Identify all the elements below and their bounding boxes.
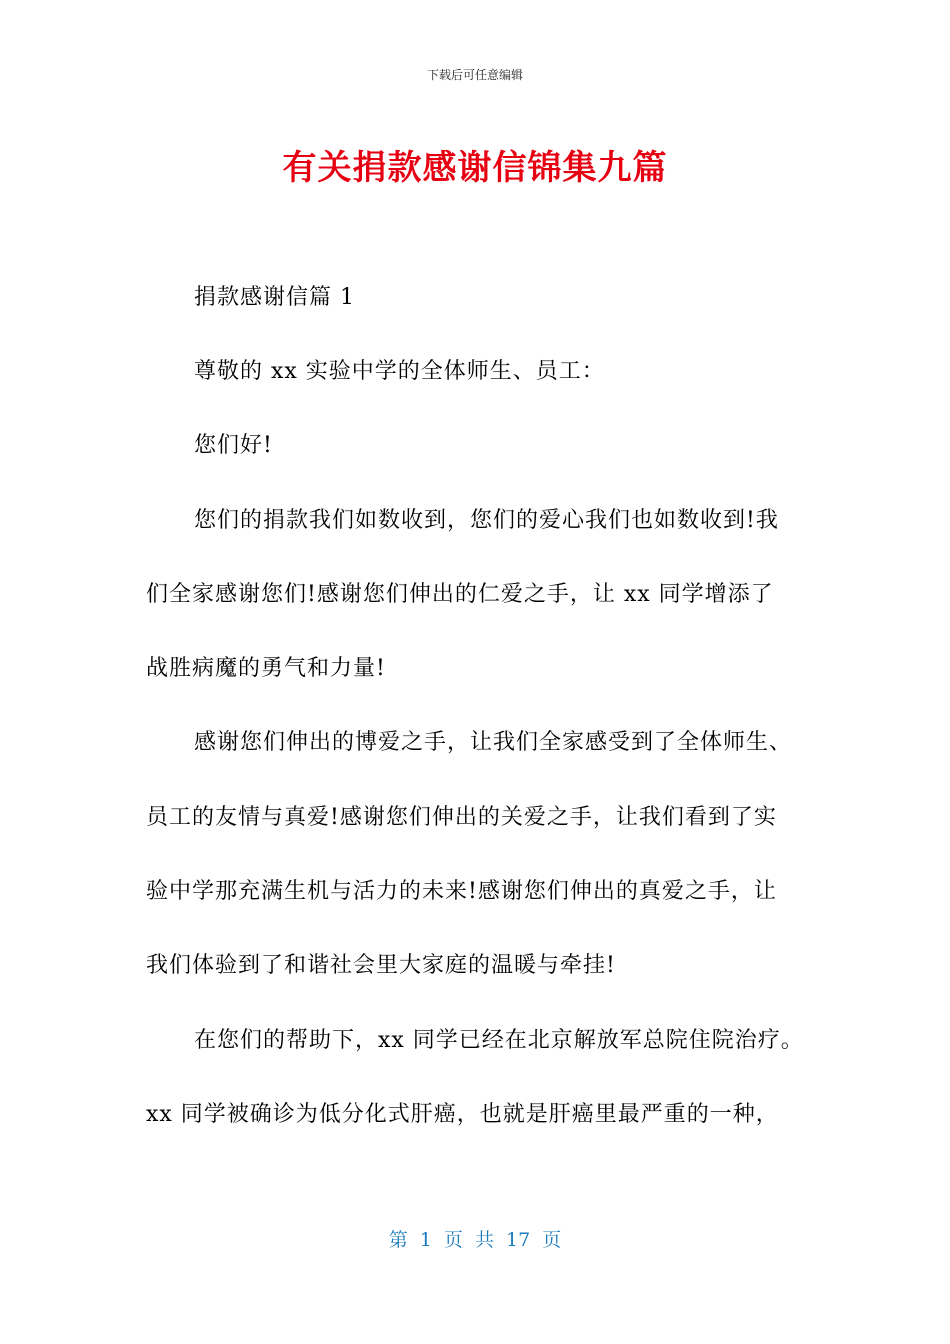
page-footer: 第 1 页 共 17 页 — [388, 1229, 562, 1251]
paragraph-line: xx 同学被确诊为低分化式肝癌，也就是肝癌里最严重的一种， — [146, 1102, 779, 1127]
paragraph-line: 员工的友情与真爱!感谢您们伸出的关爱之手，让我们看到了实 — [146, 805, 777, 830]
paragraph-line: 们全家感谢您们!感谢您们伸出的仁爱之手，让 xx 同学增添了 — [146, 582, 774, 607]
paragraph-line: 我们体验到了和谐社会里大家庭的温暖与牵挂! — [146, 953, 616, 978]
paragraph-line: 战胜病魔的勇气和力量! — [146, 656, 386, 681]
paragraph-line: 您们的捐款我们如数收到，您们的爱心我们也如数收到!我 — [194, 508, 779, 533]
salutation: 尊敬的 xx 实验中学的全体师生、员工： — [194, 359, 605, 384]
section-heading: 捐款感谢信篇 1 — [194, 285, 355, 310]
greeting: 您们好! — [194, 433, 273, 458]
header-note: 下载后可任意编辑 — [426, 68, 523, 82]
paragraph-line: 验中学那充满生机与活力的未来!感谢您们伸出的真爱之手，让 — [146, 879, 777, 904]
paragraph-line: 感谢您们伸出的博爱之手，让我们全家感受到了全体师生、 — [194, 730, 793, 755]
paragraph-line: 在您们的帮助下，xx 同学已经在北京解放军总院住院治疗。 — [194, 1028, 804, 1053]
document-title: 有关捐款感谢信锦集九篇 — [282, 148, 668, 188]
